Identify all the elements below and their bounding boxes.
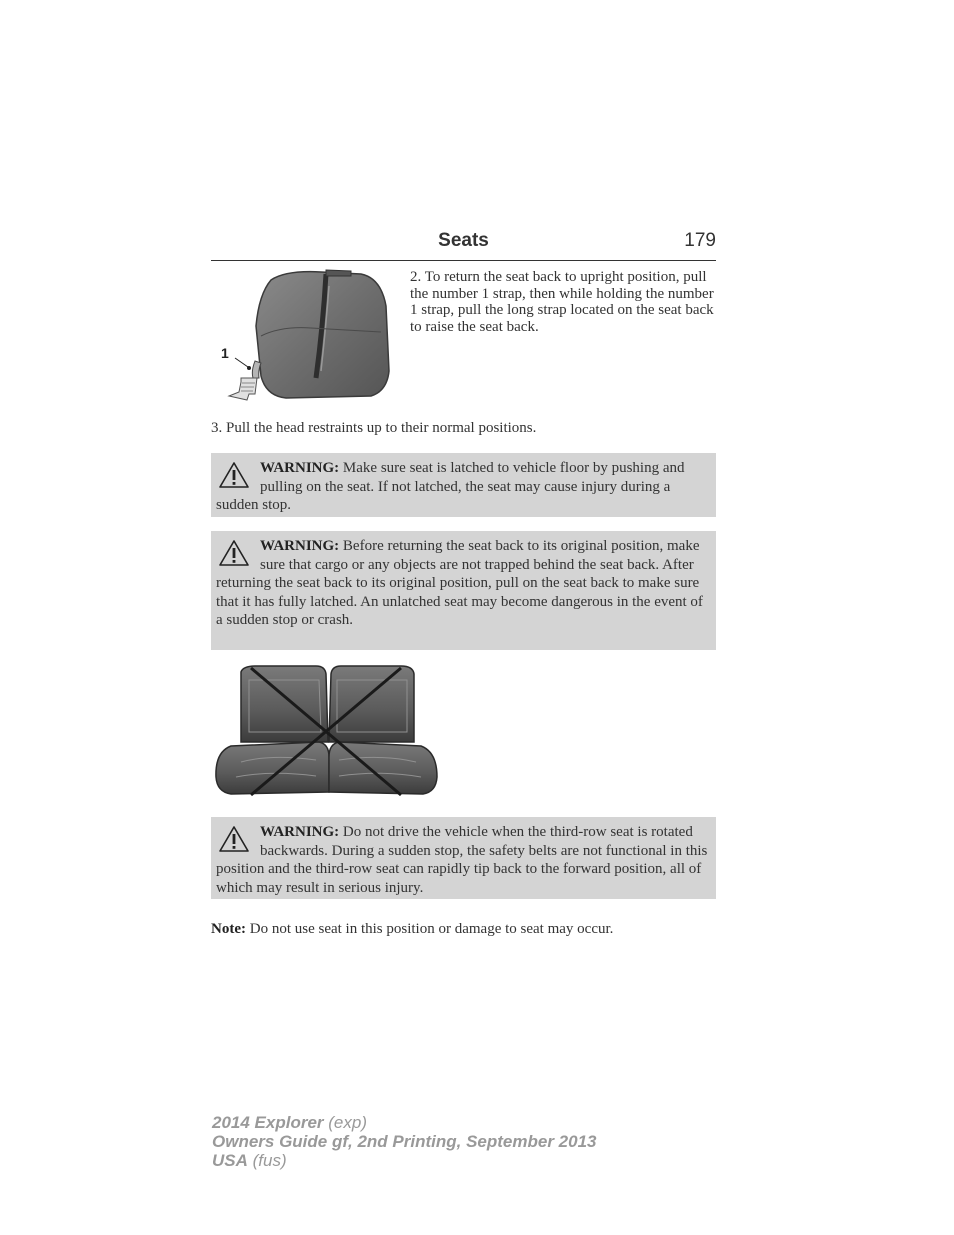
note-paragraph bbox=[211, 921, 716, 938]
note-text: Do not use seat in this position or damage to seat may occur. bbox=[245, 921, 614, 937]
warning-triangle-icon bbox=[218, 461, 250, 489]
footer-line-1 bbox=[212, 1113, 596, 1132]
warning-triangle-icon bbox=[218, 539, 250, 567]
third-row-seat-crossed-illustration bbox=[211, 662, 441, 802]
seat-back-fold-illustration bbox=[211, 266, 401, 406]
warning-text: Make sure seat is latched to vehicle floor by pushing and pulling on the seat. If not latched, the seat may cause injury during a sudden stop. bbox=[216, 460, 685, 514]
warning-text: Do not drive the vehicle when the third-row seat is rotated backwards. During a sudden stop, the safety belts are not functional in this position and the third-row seat can rapidly tip back to the forward position, all of which may result in serious injury. bbox=[216, 824, 708, 896]
warning-box-3 bbox=[211, 817, 716, 899]
warning-triangle-icon bbox=[218, 825, 250, 853]
section-title: Seats bbox=[438, 230, 489, 251]
warning-box-2 bbox=[211, 531, 716, 650]
step-2-text: 2. To return the seat back to upright position, pull the number 1 strap, then while holding the number 1 strap, pull the long strap located on the seat back to raise the seat back. bbox=[410, 269, 714, 335]
footer-market-code: (fus) bbox=[252, 1151, 287, 1170]
footer-line-2 bbox=[212, 1132, 596, 1151]
warning-text: Before returning the seat back to its original position, make sure that cargo or any objects are not trapped behind the seat back. After returning the seat back to its original position, pull on the seat back to make sure that it has fully latched. An unlatched seat may become dangerous in the event of a sudden stop or crash. bbox=[216, 538, 703, 629]
warning-label: WARNING: bbox=[260, 824, 340, 840]
footer-market: USA bbox=[212, 1151, 248, 1170]
pull-arrow-icon bbox=[229, 378, 257, 400]
footer-model-code: (exp) bbox=[328, 1113, 367, 1132]
callout-line bbox=[235, 358, 248, 367]
note-label: Note: bbox=[211, 921, 246, 937]
footer-line-3 bbox=[212, 1151, 596, 1170]
callout-label-1: 1 bbox=[221, 345, 229, 361]
footer-guide: Owners Guide gf, 2nd Printing, September 2013 bbox=[212, 1132, 597, 1151]
warning-box-1 bbox=[211, 453, 716, 517]
step-3-text: 3. Pull the head restraints up to their normal positions. bbox=[211, 420, 537, 436]
warning-label: WARNING: bbox=[260, 538, 340, 554]
footer-model: 2014 Explorer bbox=[212, 1113, 324, 1132]
page-number: 179 bbox=[684, 230, 716, 251]
warning-label: WARNING: bbox=[260, 460, 340, 476]
document-footer bbox=[212, 1113, 596, 1170]
page-header bbox=[211, 228, 716, 261]
